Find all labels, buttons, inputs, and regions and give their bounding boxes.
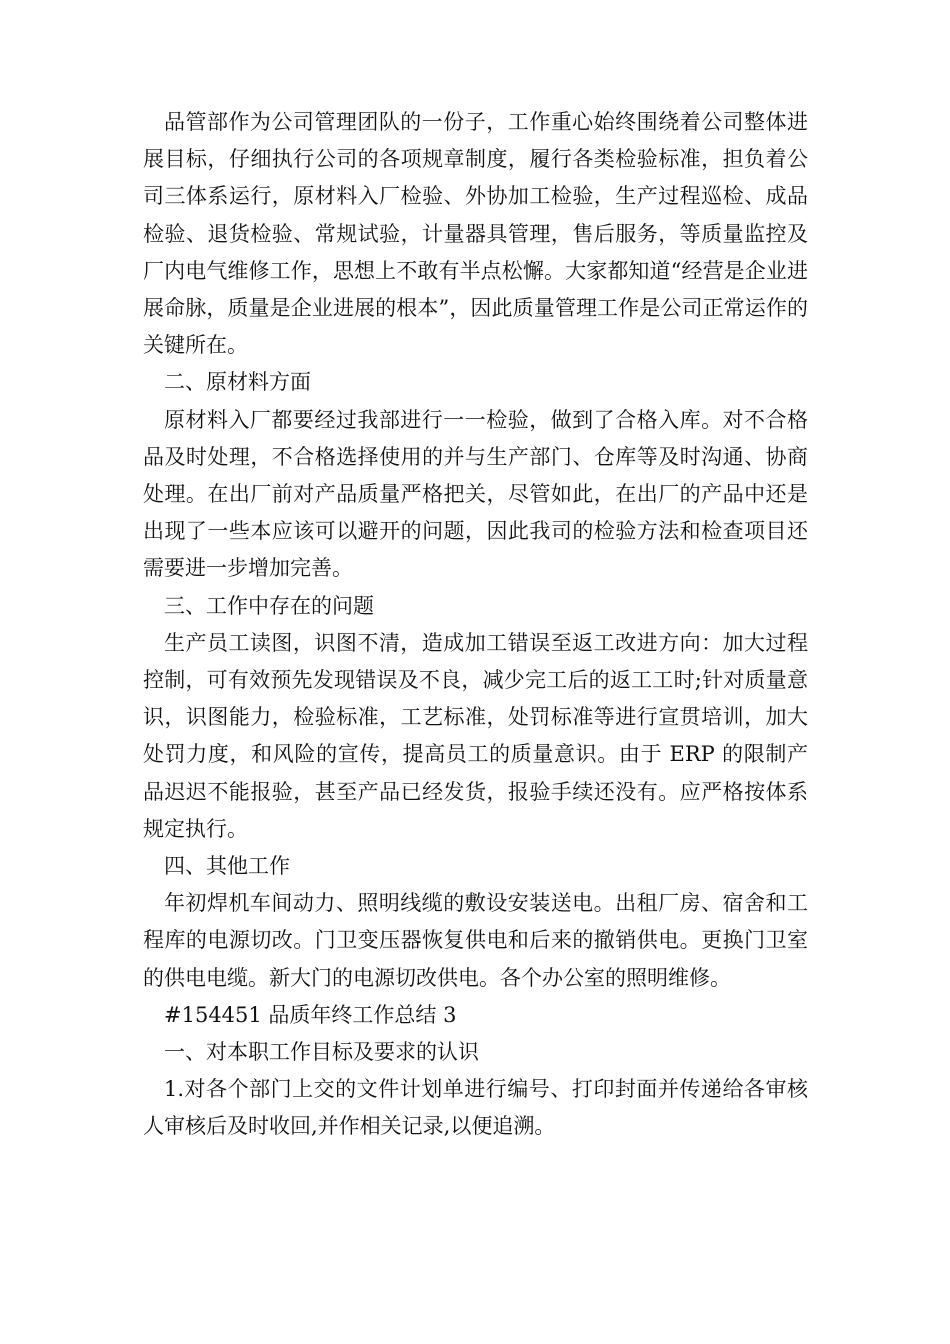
heading-other-work: 四、其他工作 [164,854,290,879]
paragraph-other-work: 年初焊机车间动力、照明线缆的敷设安装送电。出租厂房、宿舍和工程库的电源切改。门卫变压器恢复供电和后来的撤销供电。更换门卫室的供电电缆。新大门的电源切改供电。各个办公室的照明维修。 [143,891,808,990]
paragraph-raw-materials: 原材料入厂都要经过我部进行一一检验，做到了合格入库。对不合格品及时处理，不合格选择使用的并与生产部门、仓库等及时沟通、协商处理。在出厂前对产品质量严格把关，尽管如此，在出厂的产品中还是出现了一些本应该可以避开的问题，因此我司的检验方法和检查项目还需要进一步增加完善。 [143,407,808,581]
heading-work-problems: 三、工作中存在的问题 [164,593,374,618]
heading-job-goals: 一、对本职工作目标及要求的认识 [164,1040,479,1065]
heading-raw-materials: 二、原材料方面 [164,370,311,395]
paragraph-quality-overview: 品管部作为公司管理团队的一份子，工作重心始终围绕着公司整体进展目标，仔细执行公司的各项规章制度，履行各类检验标准，担负着公司三体系运行，原材料入厂检验、外协加工检验，生产过程巡检、成品检验、退货检验、常规试验，计量器具管理，售后服务，等质量监控及厂内电气维修工作，思想上不敢有半点松懈。大家都知道“经营是企业进展命脉，质量是企业进展的根本”，因此质量管理工作是公司正常运作的关键所在。 [143,110,808,358]
document-body [143,104,808,1146]
document-section-title: #154451 品质年终工作总结 3 [164,1002,457,1027]
paragraph-work-problems: 生产员工读图，识图不清，造成加工错误至返工改进方向：加大过程控制，可有效预先发现错误及不良，减少完工后的返工工时;针对质量意识，识图能力，检验标准，工艺标准，处罚标准等进行宣贯培训，加大处罚力度，和风险的宣传，提高员工的质量意识。由于 ERP 的限制产品迟迟不能报验，甚至产品已经发货，报验手续还没有。应严格按体系规定执行。 [143,630,808,841]
paragraph-document-numbering: 1.对各个部门上交的文件计划单进行编号、打印封面并传递给各审核人审核后及时收回,并作相关记录,以便追溯。 [143,1077,808,1139]
